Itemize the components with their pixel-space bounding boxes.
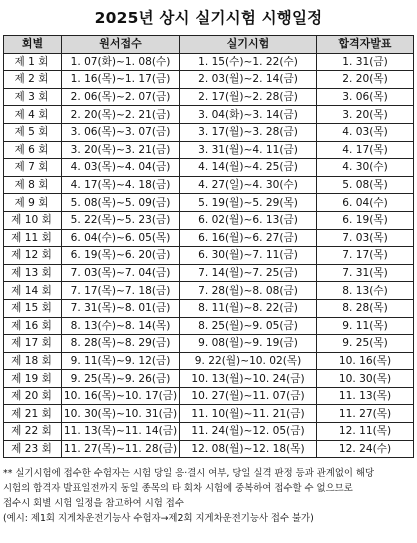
exam-period-cell: 2. 03(월)~2. 14(금) xyxy=(180,71,317,89)
round-cell: 제 18 회 xyxy=(4,352,62,370)
round-cell: 제 3 회 xyxy=(4,88,62,106)
application-period-cell: 2. 06(목)~2. 07(금) xyxy=(62,88,180,106)
application-period-cell: 7. 17(목)~7. 18(금) xyxy=(62,282,180,300)
round-cell: 제 8 회 xyxy=(4,176,62,194)
announcement-date-cell: 1. 31(금) xyxy=(317,53,414,71)
exam-period-cell: 2. 17(월)~2. 28(금) xyxy=(180,88,317,106)
notes-section xyxy=(3,466,414,526)
application-period-cell: 3. 20(목)~3. 21(금) xyxy=(62,141,180,159)
announcement-date-cell: 3. 06(목) xyxy=(317,88,414,106)
round-cell: 제 5 회 xyxy=(4,123,62,141)
round-cell: 제 13 회 xyxy=(4,264,62,282)
announcement-date-cell: 7. 17(목) xyxy=(317,247,414,265)
table-row xyxy=(4,141,414,159)
round-cell: 제 7 회 xyxy=(4,159,62,177)
round-cell: 제 14 회 xyxy=(4,282,62,300)
round-cell: 제 11 회 xyxy=(4,229,62,247)
table-row xyxy=(4,229,414,247)
table-row xyxy=(4,159,414,177)
round-cell: 제 10 회 xyxy=(4,211,62,229)
application-period-cell: 10. 16(목)~10. 17(금) xyxy=(62,387,180,405)
announcement-date-cell: 4. 30(수) xyxy=(317,159,414,177)
table-row xyxy=(4,176,414,194)
announcement-date-cell: 4. 03(목) xyxy=(317,123,414,141)
note-line: 접수시 회별 시험 일정을 참고하여 시험 접수 xyxy=(3,498,184,509)
application-period-cell: 5. 22(목)~5. 23(금) xyxy=(62,211,180,229)
table-row xyxy=(4,317,414,335)
announcement-date-cell: 4. 17(목) xyxy=(317,141,414,159)
note-line: 시험의 합격자 발표일전까지 동일 종목의 타 회차 시험에 중복하여 접수할 수 없으므로 xyxy=(3,483,353,494)
header-exam: 실기시험 xyxy=(180,36,317,54)
round-cell: 제 21 회 xyxy=(4,405,62,423)
table-row xyxy=(4,387,414,405)
announcement-date-cell: 9. 25(목) xyxy=(317,335,414,353)
table-row xyxy=(4,53,414,71)
round-cell: 제 4 회 xyxy=(4,106,62,124)
table-row xyxy=(4,299,414,317)
application-period-cell: 6. 04(수)~6. 05(목) xyxy=(62,229,180,247)
round-cell: 제 16 회 xyxy=(4,317,62,335)
header-announcement: 합격자발표 xyxy=(317,36,414,54)
announcement-date-cell: 12. 24(수) xyxy=(317,440,414,458)
announcement-date-cell: 6. 19(목) xyxy=(317,211,414,229)
application-period-cell: 4. 17(목)~4. 18(금) xyxy=(62,176,180,194)
exam-period-cell: 10. 27(월)~11. 07(금) xyxy=(180,387,317,405)
round-cell: 제 23 회 xyxy=(4,440,62,458)
round-cell: 제 1 회 xyxy=(4,53,62,71)
table-row xyxy=(4,370,414,388)
exam-period-cell: 6. 02(월)~6. 13(금) xyxy=(180,211,317,229)
announcement-date-cell: 9. 11(목) xyxy=(317,317,414,335)
table-row xyxy=(4,405,414,423)
application-period-cell: 1. 16(목)~1. 17(금) xyxy=(62,71,180,89)
table-row xyxy=(4,71,414,89)
schedule-table xyxy=(3,35,414,458)
application-period-cell: 4. 03(목)~4. 04(금) xyxy=(62,159,180,177)
application-period-cell: 7. 31(목)~8. 01(금) xyxy=(62,299,180,317)
round-cell: 제 20 회 xyxy=(4,387,62,405)
exam-period-cell: 9. 08(월)~9. 19(금) xyxy=(180,335,317,353)
announcement-date-cell: 12. 11(목) xyxy=(317,423,414,441)
note-line: (예시: 제1회 지게차운전기능사 수험자→제2회 지게차운전기능사 접수 불가) xyxy=(3,513,314,524)
application-period-cell: 3. 06(목)~3. 07(금) xyxy=(62,123,180,141)
exam-period-cell: 1. 15(수)~1. 22(수) xyxy=(180,53,317,71)
application-period-cell: 8. 28(목)~8. 29(금) xyxy=(62,335,180,353)
table-row xyxy=(4,211,414,229)
table-row xyxy=(4,423,414,441)
exam-period-cell: 10. 13(월)~10. 24(금) xyxy=(180,370,317,388)
table-row xyxy=(4,194,414,212)
round-cell: 제 12 회 xyxy=(4,247,62,265)
announcement-date-cell: 7. 31(목) xyxy=(317,264,414,282)
table-row xyxy=(4,335,414,353)
header-application: 원서접수 xyxy=(62,36,180,54)
table-row xyxy=(4,352,414,370)
round-cell: 제 9 회 xyxy=(4,194,62,212)
announcement-date-cell: 10. 16(목) xyxy=(317,352,414,370)
exam-period-cell: 12. 08(월)~12. 18(목) xyxy=(180,440,317,458)
table-row xyxy=(4,88,414,106)
table-row xyxy=(4,106,414,124)
application-period-cell: 6. 19(목)~6. 20(금) xyxy=(62,247,180,265)
exam-period-cell: 9. 22(월)~10. 02(목) xyxy=(180,352,317,370)
exam-period-cell: 5. 19(월)~5. 29(목) xyxy=(180,194,317,212)
application-period-cell: 1. 07(화)~1. 08(수) xyxy=(62,53,180,71)
round-cell: 제 22 회 xyxy=(4,423,62,441)
exam-period-cell: 8. 25(월)~9. 05(금) xyxy=(180,317,317,335)
round-cell: 제 19 회 xyxy=(4,370,62,388)
note-line: ** 실기시험에 접수한 수험자는 시험 당일 응·결시 여부, 당일 실격 판정 등과 관계없이 해당 xyxy=(3,468,375,479)
exam-period-cell: 3. 04(화)~3. 14(금) xyxy=(180,106,317,124)
announcement-date-cell: 6. 04(수) xyxy=(317,194,414,212)
announcement-date-cell: 7. 03(목) xyxy=(317,229,414,247)
application-period-cell: 5. 08(목)~5. 09(금) xyxy=(62,194,180,212)
announcement-date-cell: 5. 08(목) xyxy=(317,176,414,194)
application-period-cell: 2. 20(목)~2. 21(금) xyxy=(62,106,180,124)
exam-period-cell: 7. 28(월)~8. 08(금) xyxy=(180,282,317,300)
round-cell: 제 2 회 xyxy=(4,71,62,89)
announcement-date-cell: 11. 13(목) xyxy=(317,387,414,405)
table-row xyxy=(4,247,414,265)
exam-period-cell: 3. 17(월)~3. 28(금) xyxy=(180,123,317,141)
application-period-cell: 9. 25(목)~9. 26(금) xyxy=(62,370,180,388)
announcement-date-cell: 8. 13(수) xyxy=(317,282,414,300)
round-cell: 제 6 회 xyxy=(4,141,62,159)
table-row xyxy=(4,264,414,282)
exam-period-cell: 3. 31(월)~4. 11(금) xyxy=(180,141,317,159)
application-period-cell: 8. 13(수)~8. 14(목) xyxy=(62,317,180,335)
application-period-cell: 7. 03(목)~7. 04(금) xyxy=(62,264,180,282)
exam-period-cell: 6. 30(월)~7. 11(금) xyxy=(180,247,317,265)
announcement-date-cell: 2. 20(목) xyxy=(317,71,414,89)
announcement-date-cell: 10. 30(목) xyxy=(317,370,414,388)
exam-period-cell: 11. 24(월)~12. 05(금) xyxy=(180,423,317,441)
exam-period-cell: 7. 14(월)~7. 25(금) xyxy=(180,264,317,282)
announcement-date-cell: 8. 28(목) xyxy=(317,299,414,317)
table-body xyxy=(4,53,414,458)
announcement-date-cell: 3. 20(목) xyxy=(317,106,414,124)
announcement-date-cell: 11. 27(목) xyxy=(317,405,414,423)
exam-period-cell: 6. 16(월)~6. 27(금) xyxy=(180,229,317,247)
table-row xyxy=(4,282,414,300)
application-period-cell: 9. 11(목)~9. 12(금) xyxy=(62,352,180,370)
application-period-cell: 11. 13(목)~11. 14(금) xyxy=(62,423,180,441)
table-header-row xyxy=(4,36,414,54)
application-period-cell: 10. 30(목)~10. 31(금) xyxy=(62,405,180,423)
round-cell: 제 15 회 xyxy=(4,299,62,317)
table-row xyxy=(4,440,414,458)
exam-period-cell: 4. 14(월)~4. 25(금) xyxy=(180,159,317,177)
table-row xyxy=(4,123,414,141)
application-period-cell: 11. 27(목)~11. 28(금) xyxy=(62,440,180,458)
round-cell: 제 17 회 xyxy=(4,335,62,353)
exam-period-cell: 11. 10(월)~11. 21(금) xyxy=(180,405,317,423)
header-round: 회별 xyxy=(4,36,62,54)
exam-period-cell: 4. 27(일)~4. 30(수) xyxy=(180,176,317,194)
document-title: 2025년 상시 실기시험 시행일정 xyxy=(94,9,323,27)
exam-period-cell: 8. 11(월)~8. 22(금) xyxy=(180,299,317,317)
